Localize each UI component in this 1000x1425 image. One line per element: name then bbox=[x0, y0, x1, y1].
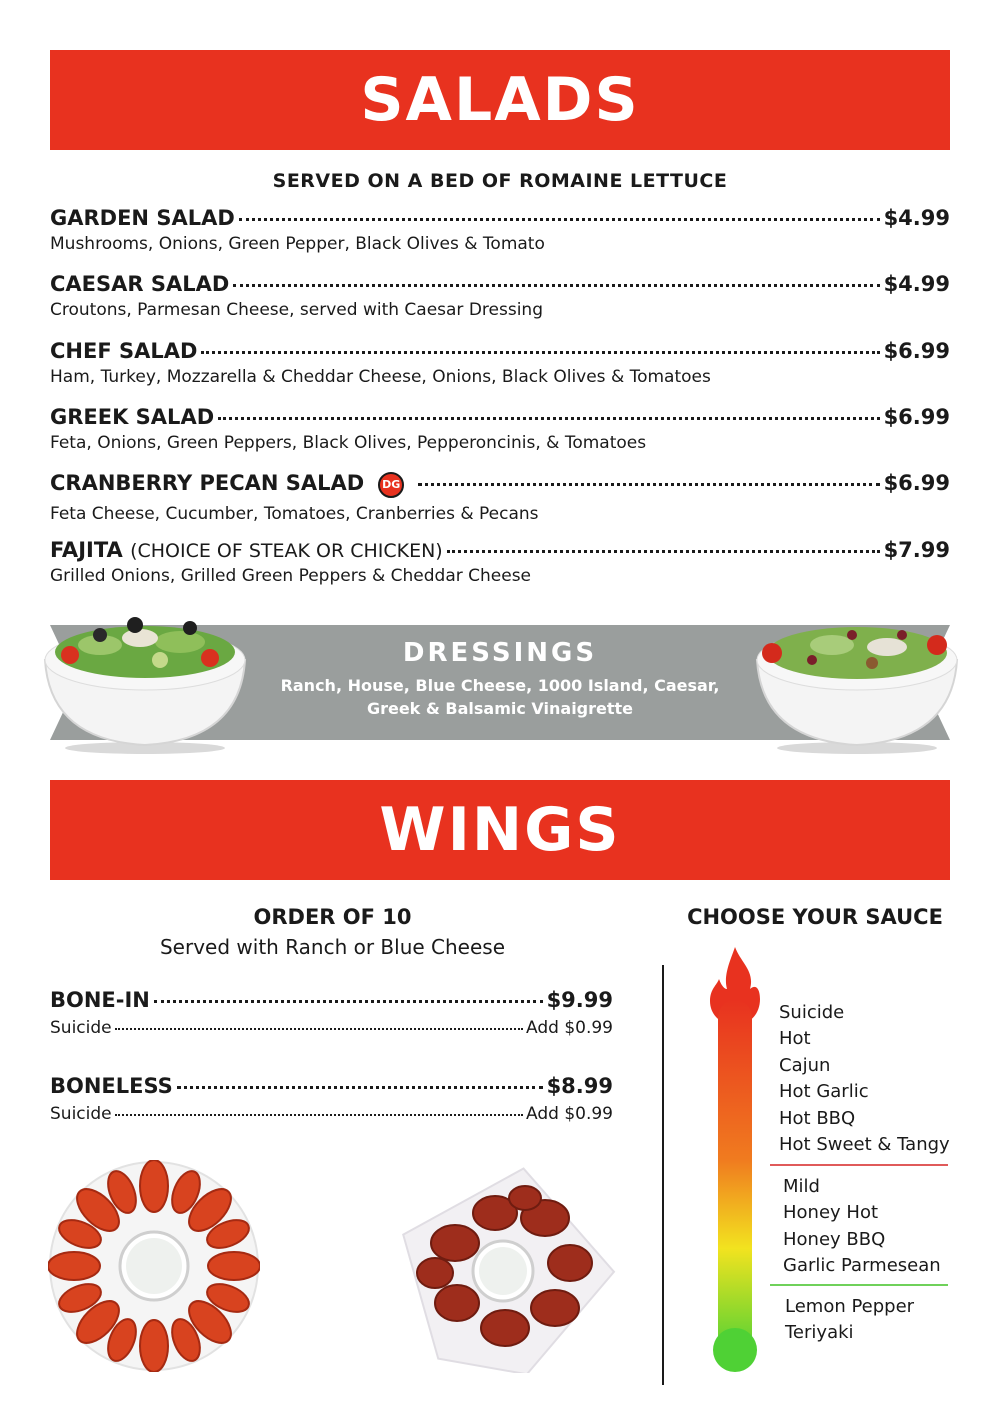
item-name: GREEK SALAD bbox=[50, 405, 215, 429]
item-name: BONELESS bbox=[50, 1074, 173, 1098]
salads-title: SALADS bbox=[360, 65, 640, 135]
sauce-item: Honey Hot bbox=[783, 1202, 879, 1224]
sauce-item: Mild bbox=[783, 1176, 820, 1197]
sauce-item: Hot BBQ bbox=[779, 1107, 856, 1129]
dg-badge-icon: DG bbox=[378, 472, 404, 498]
item-price: $7.99 bbox=[883, 538, 950, 562]
dressings-line: Ranch, House, Blue Cheese, 1000 Island, Caesar, bbox=[280, 676, 720, 695]
sauce-item: Suicide bbox=[779, 1002, 845, 1023]
heat-thermometer-icon bbox=[705, 945, 765, 1385]
leader-dots bbox=[115, 1028, 523, 1030]
sauce-item: Hot Sweet & Tangy bbox=[779, 1134, 950, 1156]
item-price: $6.99 bbox=[883, 471, 950, 495]
menu-item bbox=[50, 471, 950, 524]
item-price: $9.99 bbox=[546, 988, 613, 1012]
menu-item bbox=[50, 538, 950, 586]
item-note: (CHOICE OF STEAK OR CHICKEN) bbox=[130, 540, 443, 562]
menu-item bbox=[50, 405, 950, 453]
order-subtitle: Served with Ranch or Blue Cheese bbox=[159, 935, 506, 959]
menu-item bbox=[50, 339, 950, 387]
item-price: $4.99 bbox=[883, 272, 950, 296]
leader-dots bbox=[447, 550, 880, 553]
salads-subtitle: SERVED ON A BED OF ROMAINE LETTUCE bbox=[272, 170, 728, 192]
leader-dots bbox=[115, 1114, 523, 1116]
sauce-list-plain bbox=[785, 1294, 914, 1347]
sauce-item: Garlic Parmesean bbox=[783, 1255, 941, 1277]
bone-in-wings-image bbox=[48, 1160, 260, 1372]
dressings-panel bbox=[250, 638, 750, 720]
item-name: CHEF SALAD bbox=[50, 339, 198, 363]
salad-bowl-image bbox=[752, 605, 962, 755]
sauce-item: Cajun bbox=[779, 1054, 831, 1076]
item-name: CRANBERRY PECAN SALAD bbox=[50, 471, 365, 495]
dressings-list bbox=[250, 674, 750, 720]
leader-dots bbox=[154, 1000, 543, 1003]
sauce-item: Lemon Pepper bbox=[785, 1296, 915, 1317]
wings-banner bbox=[50, 780, 950, 880]
item-name: CAESAR SALAD bbox=[50, 272, 230, 296]
item-price: $6.99 bbox=[883, 339, 950, 363]
sauce-item: Teriyaki bbox=[785, 1322, 854, 1344]
item-description: Mushrooms, Onions, Green Pepper, Black Olives & Tomato bbox=[50, 234, 545, 254]
boneless-wings-image bbox=[395, 1163, 617, 1373]
dressings-line: Greek & Balsamic Vinaigrette bbox=[366, 699, 634, 718]
item-price: $8.99 bbox=[546, 1074, 613, 1098]
extra-name: Suicide bbox=[50, 1104, 112, 1124]
leader-dots bbox=[239, 218, 880, 221]
sauce-item: Honey BBQ bbox=[783, 1228, 886, 1250]
menu-item bbox=[50, 1074, 613, 1124]
dressings-title: DRESSINGS bbox=[402, 638, 598, 668]
salad-bowl-image bbox=[40, 600, 250, 755]
hot-divider bbox=[770, 1164, 948, 1166]
sauce-item: Hot bbox=[779, 1028, 811, 1050]
salads-banner bbox=[50, 50, 950, 150]
leader-dots bbox=[218, 417, 879, 420]
item-name: BONE-IN bbox=[50, 988, 150, 1012]
wings-title: WINGS bbox=[379, 795, 621, 865]
sauce-title: CHOOSE YOUR SAUCE bbox=[687, 905, 943, 929]
extra-price: Add $0.99 bbox=[526, 1104, 613, 1124]
item-description: Croutons, Parmesan Cheese, served with Caesar Dressing bbox=[50, 300, 543, 320]
order-title: ORDER OF 10 bbox=[253, 905, 412, 929]
mild-divider bbox=[770, 1284, 948, 1286]
item-description: Grilled Onions, Grilled Green Peppers & Cheddar Cheese bbox=[50, 566, 532, 586]
leader-dots bbox=[418, 483, 879, 486]
item-description: Feta Cheese, Cucumber, Tomatoes, Cranberries & Pecans bbox=[50, 503, 539, 524]
leader-dots bbox=[201, 351, 879, 354]
menu-item bbox=[50, 988, 613, 1038]
extra-price: Add $0.99 bbox=[526, 1018, 613, 1038]
leader-dots bbox=[233, 284, 879, 287]
item-name: FAJITA bbox=[50, 538, 123, 562]
item-name: GARDEN SALAD bbox=[50, 206, 235, 230]
menu-item bbox=[50, 272, 950, 320]
item-price: $6.99 bbox=[883, 405, 950, 429]
leader-dots bbox=[177, 1086, 543, 1089]
sauce-list-hot bbox=[779, 1000, 950, 1158]
item-price: $4.99 bbox=[883, 206, 950, 230]
wings-order-header bbox=[50, 905, 615, 959]
menu-item bbox=[50, 206, 950, 254]
sauce-list-mild bbox=[783, 1174, 941, 1280]
column-divider bbox=[662, 965, 664, 1385]
item-description: Ham, Turkey, Mozzarella & Cheddar Cheese, Onions, Black Olives & Tomatoes bbox=[50, 367, 711, 387]
extra-name: Suicide bbox=[50, 1018, 112, 1038]
item-description: Feta, Onions, Green Peppers, Black Olives, Pepperoncinis, & Tomatoes bbox=[50, 433, 647, 453]
sauce-item: Hot Garlic bbox=[779, 1081, 869, 1103]
